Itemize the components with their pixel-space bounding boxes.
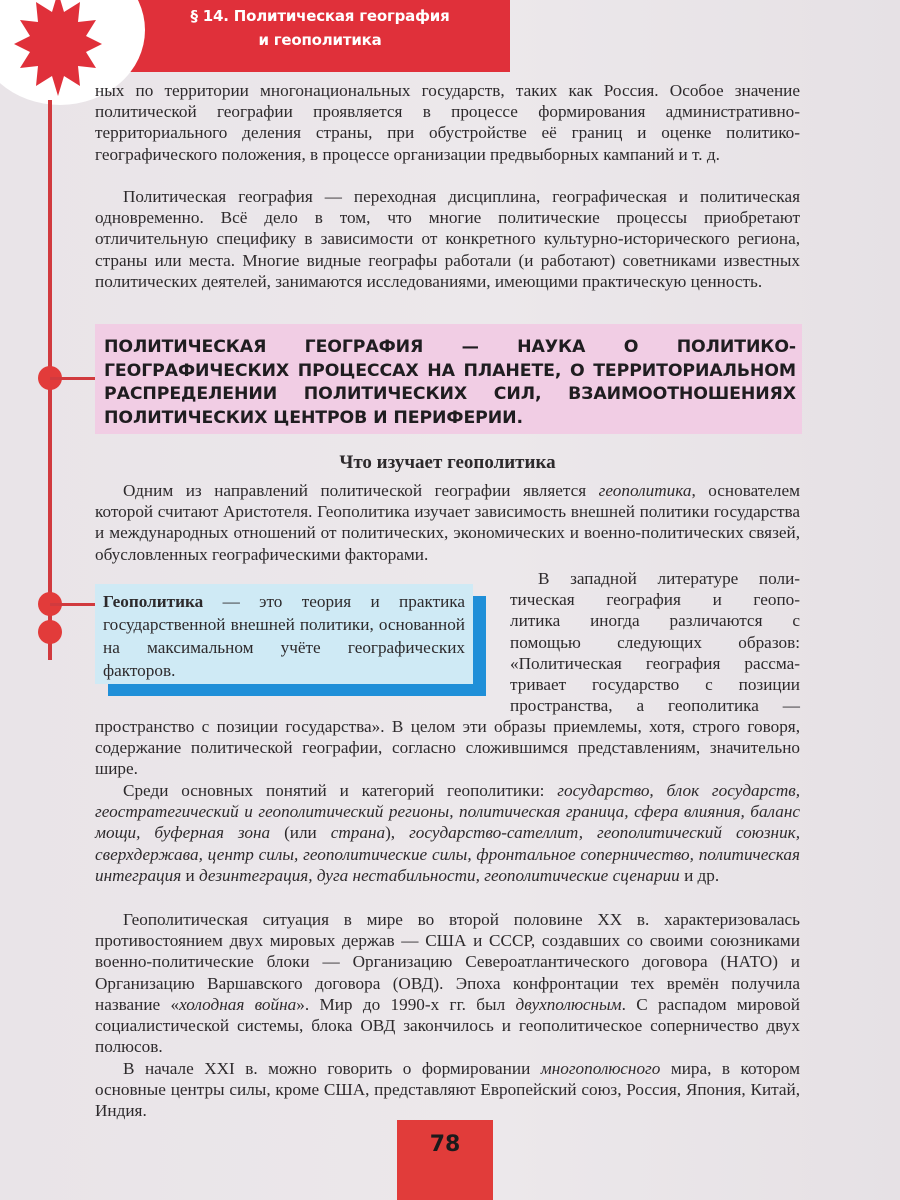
side-text-line: тическая география и геопо- [510,590,800,610]
concepts-paragraph [95,780,800,886]
side-text-line: В западной литературе поли- [538,569,800,588]
century-text [95,1058,800,1122]
concepts-intro: Среди основных понятий и категорий геополитики: [123,781,558,800]
definition-text: ПОЛИТИЧЕСКАЯ ГЕОГРАФИЯ — НАУКА О ПОЛИТИКО-ГЕОГРАФИЧЕСКИХ ПРОЦЕССАХ НА ПЛАНЕТЕ, О ТЕРРИТОРИАЛЬНОМ РАСПРЕДЕЛЕНИИ ПОЛИТИЧЕСКИХ СИЛ, ВЗАИМООТНОШЕНИЯХ ПОЛИТИЧЕСКИХ ЦЕНТРОВ И ПЕРИФЕРИИ. [104,337,796,428]
situation-bipolar: двухполюсным [515,994,622,1014]
chapter-title-line1: § 14. Политическая география [190,7,450,25]
century-paragraph [95,1058,800,1122]
century-part-a: В начале XXI в. можно говорить о формировании [123,1059,541,1078]
century-part-b: мира, в котором основные центры силы, кроме США, представляют Европейский союз, Россия, Япония, Китай, Индия. [95,1059,800,1121]
situation-part-a: Геополитическая ситуация в мире во второй половине XX в. характеризовалась противостоянием двух мировых держав — США и СССР, создавших со своими союзниками военно-политические блоки — Организацию Североатлантического договора (НАТО) и Организацию Варшавского договора (ОВД). Эпоха конфронтации тех времён получила название « [95,910,800,1014]
situation-text [95,909,800,1057]
geopolitics-paragraph-text [95,480,800,565]
continuation-paragraph [95,716,800,780]
side-text-line: пространства, а геополитика — [510,696,800,716]
chapter-title [155,4,485,52]
concepts-items-1: государство, блок государств, геостратегический и геополитический регионы, политическая граница, сфера влияния, баланс мощи, буферная зона [95,781,801,843]
star-shape [14,0,102,96]
paragraph-2 [95,186,800,292]
section-heading: Что изучает геополитика [339,452,556,473]
side-text-line: помощью следующих образов: [510,632,800,652]
paragraph-1 [95,80,800,165]
concepts-strana: страна [330,823,386,843]
rail-dot-term-end [38,620,62,644]
century-multipolar: многополюсного [540,1059,661,1078]
geo-para-term: геополитика [598,481,692,500]
geo-para-part-c: , основателем которой считают Аристотеля. Геополитика изучает зависимость внешней политики государства и международных отношений от политических, экономических и военно-политических связей, обусловленных географическими факторами. [95,481,800,564]
rail-link-definition [50,377,96,380]
side-text-block [510,568,800,716]
concepts-items-3: дезинтеграция, дуга нестабильности, геополитические сценарии [199,865,685,885]
situation-part-c: . С распадом мировой социалистической системы, блока ОВД закончилось и геополитическое соперничество двух полюсов. [95,994,800,1057]
concepts-close: ), [385,823,410,843]
rail-link-term [50,603,96,606]
geopolitics-paragraph [95,480,800,565]
situation-part-b: ». Мир до 1990-х гг. был [296,994,516,1014]
geo-para-part-a: Одним из направлений политической географии является [123,481,599,500]
term-box-text [103,590,465,682]
concepts-items-2: государство-сателлит, геополитический союзник, сверхдержава, центр силы, геополитические силы, фронтальное соперничество, политическая интеграция [95,823,801,885]
situation-paragraph [95,909,800,1057]
side-text-line: «Политическая география рассма- [510,653,800,673]
term-box-term: Геополитика [103,592,204,611]
concepts-and: и [185,865,200,885]
continuation-text: пространство с позиции государства». В целом эти образы приемлемы, хотя, строго говоря, содержание политической географии, согласно сложившимся представлениям, значительно шире. [95,717,800,779]
side-text-line: тривает государство с позиции [510,675,800,695]
page-number: 78 [397,1120,493,1200]
concepts-or: (или [284,823,331,843]
side-text-line: литика иногда различаются с [510,611,800,631]
situation-cold-war: холодная война [179,994,297,1014]
chapter-title-line2: и геополитика [258,31,382,49]
paragraph-2-text: Политическая география — переходная дисциплина, географическая и политическая одновременно. Всё дело в том, что многие политические процессы приобретают отличительную специфику в зависимости от конкретного культурно-исторического региона, страны или места. Многие видные географы работали (и работают) советниками известных политических деятелей, занимаются исследованиями, имеющими практическую ценность. [95,187,800,291]
term-box-definition: — это теория и практика государственной внешней политики, основанной на максимальном учёте географических факторов. [103,592,465,680]
paragraph-1-text: ных по территории многонациональных государств, таких как Россия. Особое значение политической географии проявляется в процессе формирования административно-территориального деления страны, при обустройстве её границ и оценке политико-географического положения, в процессе организации предвыборных кампаний и т. д. [95,81,800,164]
concepts-end: и др. [684,865,720,885]
concepts-text [95,780,800,886]
